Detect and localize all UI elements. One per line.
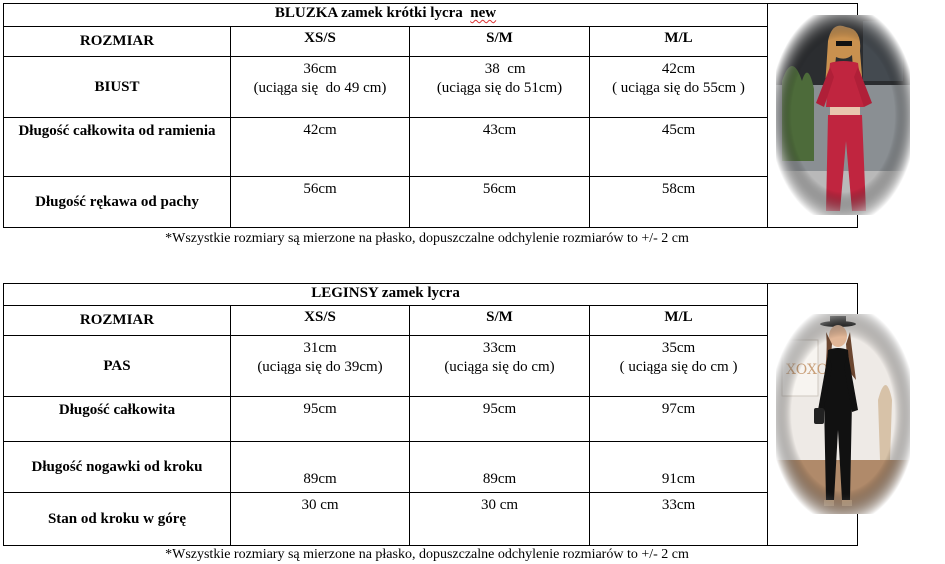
- value-rise-m-l: 33cm: [590, 493, 768, 546]
- value-length-s-m: 43cm: [410, 118, 590, 177]
- size-xs-s: XS/S: [231, 306, 410, 336]
- value-length-xs-s: 42cm: [231, 118, 410, 177]
- value-total-length-m-l: 97cm: [590, 397, 768, 442]
- row-label-bust: BIUST: [4, 57, 231, 118]
- size-m-l: M/L: [590, 27, 768, 57]
- value-waist-m-l: 35cm ( uciąga się do cm ): [590, 336, 768, 397]
- model-photo-blouse: [768, 11, 918, 221]
- value-bust-s-m: 38 cm (uciąga się do 51cm): [410, 57, 590, 118]
- size-xs-s: XS/S: [231, 27, 410, 57]
- table-title: BLUZKA zamek krótki lycra new: [4, 4, 768, 27]
- value-sleeve-m-l: 58cm: [590, 177, 768, 228]
- value-total-length-s-m: 95cm: [410, 397, 590, 442]
- measurement-note: *Wszystkie rozmiary są mierzone na płasko, dopuszczalne odchylenie rozmiarów to +/- 2 cm: [165, 231, 689, 246]
- photo-cell: [768, 4, 858, 228]
- row-label-waist: PAS: [4, 336, 231, 397]
- size-table-leggings: [3, 283, 858, 546]
- value-rise-s-m: 30 cm: [410, 493, 590, 546]
- measurement-note: *Wszystkie rozmiary są mierzone na płasko, dopuszczalne odchylenie rozmiarów to +/- 2 cm: [165, 547, 689, 562]
- value-rise-xs-s: 30 cm: [231, 493, 410, 546]
- value-inseam-m-l: 91cm: [590, 442, 768, 493]
- row-label-sleeve: Długość rękawa od pachy: [4, 177, 231, 228]
- size-s-m: S/M: [410, 306, 590, 336]
- value-sleeve-xs-s: 56cm: [231, 177, 410, 228]
- size-table-blouse: [3, 3, 858, 228]
- value-bust-xs-s: 36cm (uciąga się do 49 cm): [231, 57, 410, 118]
- row-label-total-length: Długość całkowita: [4, 397, 231, 442]
- model-photo-leggings: [768, 310, 918, 520]
- size-s-m: S/M: [410, 27, 590, 57]
- value-total-length-xs-s: 95cm: [231, 397, 410, 442]
- value-waist-s-m: 33cm (uciąga się do cm): [410, 336, 590, 397]
- value-bust-m-l: 42cm ( uciąga się do 55cm ): [590, 57, 768, 118]
- photo-cell: [768, 284, 858, 546]
- size-header: ROZMIAR: [4, 27, 231, 57]
- value-waist-xs-s: 31cm (uciąga się do 39cm): [231, 336, 410, 397]
- value-inseam-s-m: 89cm: [410, 442, 590, 493]
- size-header: ROZMIAR: [4, 306, 231, 336]
- row-label-length: Długość całkowita od ramienia: [4, 118, 231, 177]
- value-inseam-xs-s: 89cm: [231, 442, 410, 493]
- table-title: LEGINSY zamek lycra: [4, 284, 768, 306]
- row-label-rise: Stan od kroku w górę: [4, 493, 231, 546]
- size-m-l: M/L: [590, 306, 768, 336]
- value-length-m-l: 45cm: [590, 118, 768, 177]
- row-label-inseam: Długość nogawki od kroku: [4, 442, 231, 493]
- value-sleeve-s-m: 56cm: [410, 177, 590, 228]
